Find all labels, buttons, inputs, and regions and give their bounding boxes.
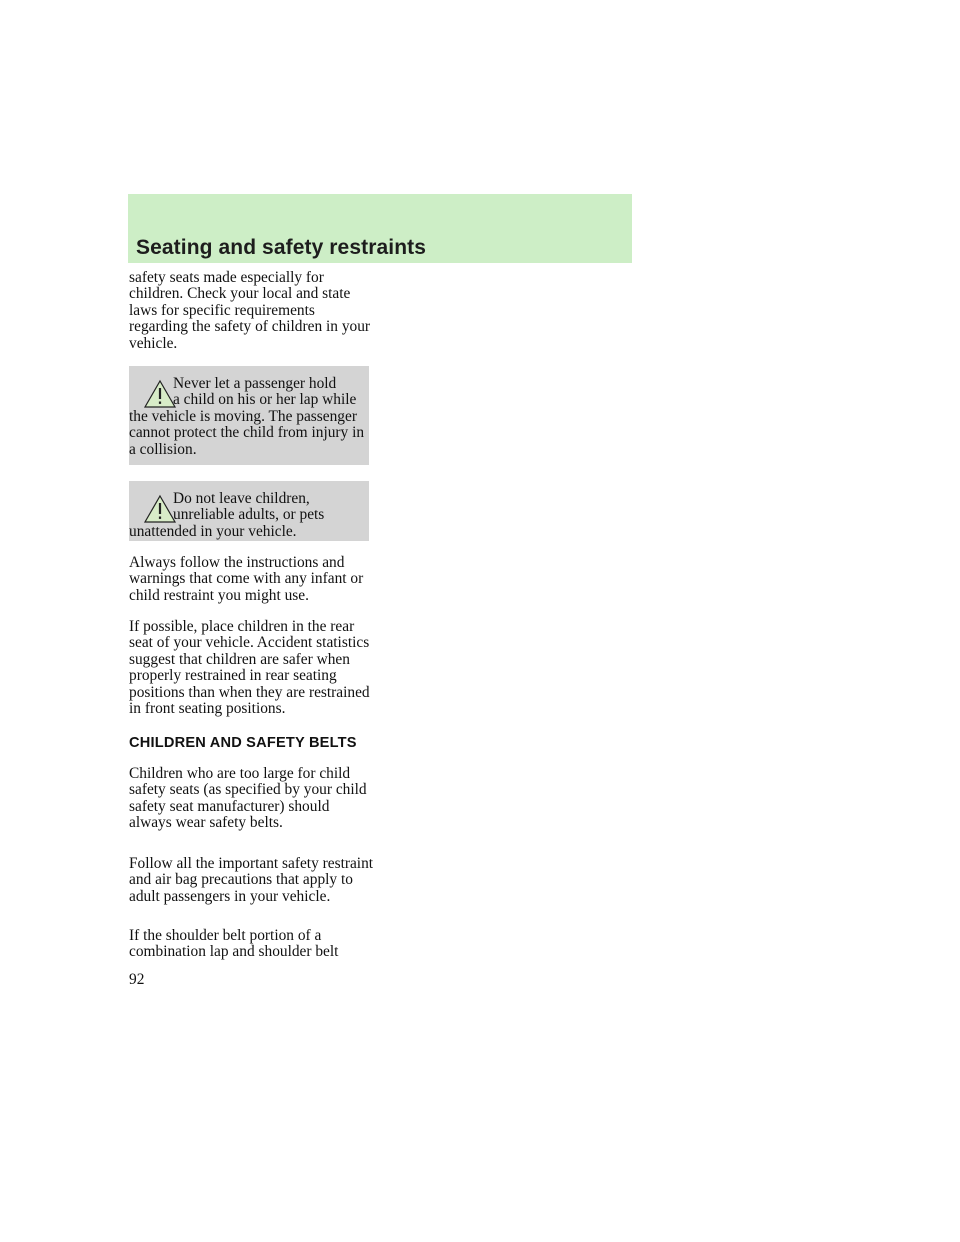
section-header-band [128, 194, 632, 263]
warning-triangle-icon [143, 379, 177, 409]
subheading: CHILDREN AND SAFETY BELTS [129, 735, 357, 751]
paragraph-text: If the shoulder belt portion of a combination lap and shoulder belt [129, 927, 339, 961]
paragraph-text: Children who are too large for child safety seats (as specified by your child safety seat manufacturer) should always wear safety belts. [129, 765, 367, 832]
page-number: 92 [129, 971, 145, 988]
body-paragraph [129, 555, 374, 604]
paragraph-text: If possible, place children in the rear seat of your vehicle. Accident statistics suggest that children are safer when properly restrained in rear seating positions than when they are restrained in front seating positions. [129, 618, 370, 718]
paragraph-text: Follow all the important safety restraint and air bag precautions that apply to adult passengers in your vehicle. [129, 855, 374, 905]
warning-text-first-line: Never let a passenger hold [173, 375, 337, 392]
warning-text-second-line: unreliable adults, or pets [173, 506, 325, 524]
body-paragraph [129, 928, 374, 961]
warning-text-continuation: unattended in your vehicle. [129, 522, 297, 540]
paragraph-text: safety seats made especially for children. Check your local and state laws for specific requirements regarding the safety of children in your vehicle. [129, 269, 371, 352]
body-paragraph [129, 766, 374, 832]
warning-text-first-line: Do not leave children, [173, 490, 310, 507]
body-paragraph [129, 270, 374, 352]
warning-box [129, 481, 369, 541]
warning-text-second-line: a child on his or her lap while [173, 391, 357, 409]
paragraph-text: Always follow the instructions and warnings that come with any infant or child restraint you might use. [129, 554, 364, 604]
body-paragraph [129, 619, 374, 717]
body-paragraph [129, 856, 374, 905]
section-title: Seating and safety restraints [136, 236, 426, 259]
warning-text-continuation: the vehicle is moving. The passenger cannot protect the child from injury in a collision. [129, 407, 365, 458]
warning-triangle-icon [143, 494, 177, 524]
warning-box [129, 366, 369, 465]
